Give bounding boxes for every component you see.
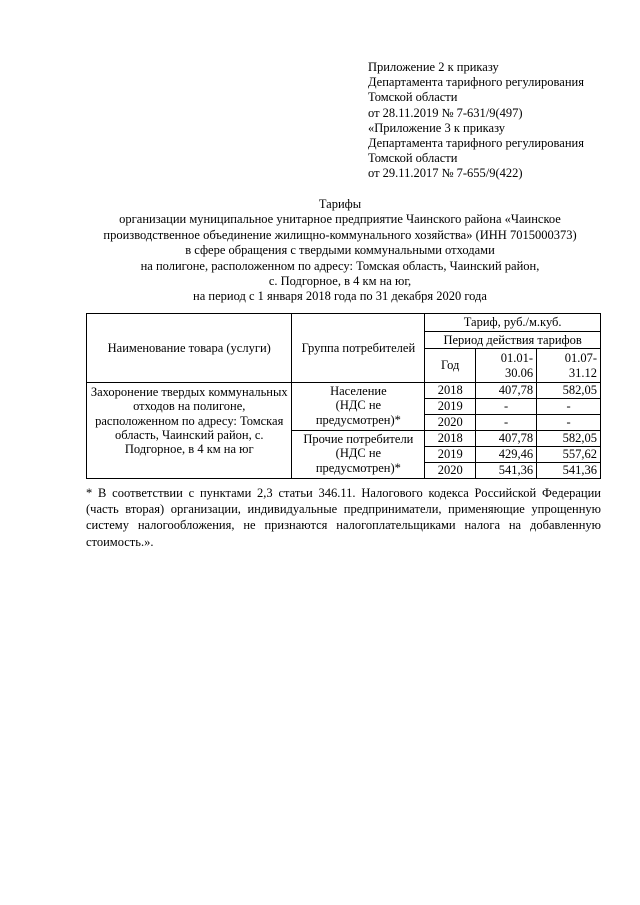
annex-line: «Приложение 3 к приказу <box>368 120 506 135</box>
group-name: Население (НДС не предусмотрен)* <box>292 383 425 431</box>
tariff-cell: 557,62 <box>537 447 601 463</box>
header-product: Наименование товара (услуги) <box>87 314 292 383</box>
footnote: * В соответствии с пунктами 2,3 статьи 346.11. Налогового кодекса Российской Федерации (часть вторая) организации, индивидуальные предприниматели, применяющие упрощенную систему налогообложения, не признаются налогоплательщиками налога на добавленную стоимость.». <box>86 486 601 549</box>
header-group: Группа потребителей <box>292 314 425 383</box>
title-line: на полигоне, расположенном по адресу: Томская область, Чаинский район, <box>140 258 540 273</box>
title-line: производственное объединение жилищно-коммунального хозяйства» (ИНН 7015000373) <box>103 227 577 242</box>
title-line: с. Подгорное, в 4 км на юг, <box>268 274 412 289</box>
document-title <box>80 197 600 305</box>
tariff-cell: 541,36 <box>537 463 601 479</box>
tariff-cell: 541,36 <box>476 463 537 479</box>
tariff-cell: 407,78 <box>476 383 537 399</box>
annex-line: Департамента тарифного регулирования <box>368 75 584 90</box>
annex-line: Томской области <box>368 151 458 166</box>
header-period-2: 01.07- 31.12 <box>537 349 601 383</box>
tariff-cell: - <box>537 399 601 415</box>
product-name: Захоронение твердых коммунальных отходов на полигоне, расположенном по адресу: Томская область, Чаинский район, с. Подгорное, в 4 км на юг <box>87 383 292 479</box>
tariff-cell: - <box>537 415 601 431</box>
annex-line: Приложение 2 к приказу <box>368 60 499 74</box>
year-cell: 2018 <box>425 383 476 399</box>
title-line: организации муниципальное унитарное предприятие Чаинского района «Чаинское <box>119 212 561 227</box>
tariff-cell: - <box>476 415 537 431</box>
tariff-cell: 407,78 <box>476 431 537 447</box>
year-cell: 2020 <box>425 463 476 479</box>
year-cell: 2018 <box>425 431 476 447</box>
header-period: Период действия тарифов <box>425 332 601 349</box>
tariff-cell: 429,46 <box>476 447 537 463</box>
annex-line: от 28.11.2019 № 7-631/9(497) <box>368 105 523 120</box>
year-cell: 2019 <box>425 447 476 463</box>
tariff-table <box>86 313 601 479</box>
tariff-cell: 582,05 <box>537 431 601 447</box>
annex-reference <box>368 60 628 182</box>
title-line: в сфере обращения с твердыми коммунальными отходами <box>185 243 495 258</box>
title-line: Тарифы <box>318 197 362 211</box>
group-name: Прочие потребители (НДС не предусмотрен)* <box>292 431 425 479</box>
tariff-cell: 582,05 <box>537 383 601 399</box>
header-tariff: Тариф, руб./м.куб. <box>425 314 601 332</box>
annex-line: Департамента тарифного регулирования <box>368 136 584 151</box>
header-period-1: 01.01- 30.06 <box>476 349 537 383</box>
title-line: на период с 1 января 2018 года по 31 декабря 2020 года <box>193 289 487 304</box>
year-cell: 2019 <box>425 399 476 415</box>
header-year: Год <box>425 349 476 383</box>
year-cell: 2020 <box>425 415 476 431</box>
tariff-cell: - <box>476 399 537 415</box>
annex-line: от 29.11.2017 № 7-655/9(422) <box>368 166 523 181</box>
annex-line: Томской области <box>368 90 458 105</box>
